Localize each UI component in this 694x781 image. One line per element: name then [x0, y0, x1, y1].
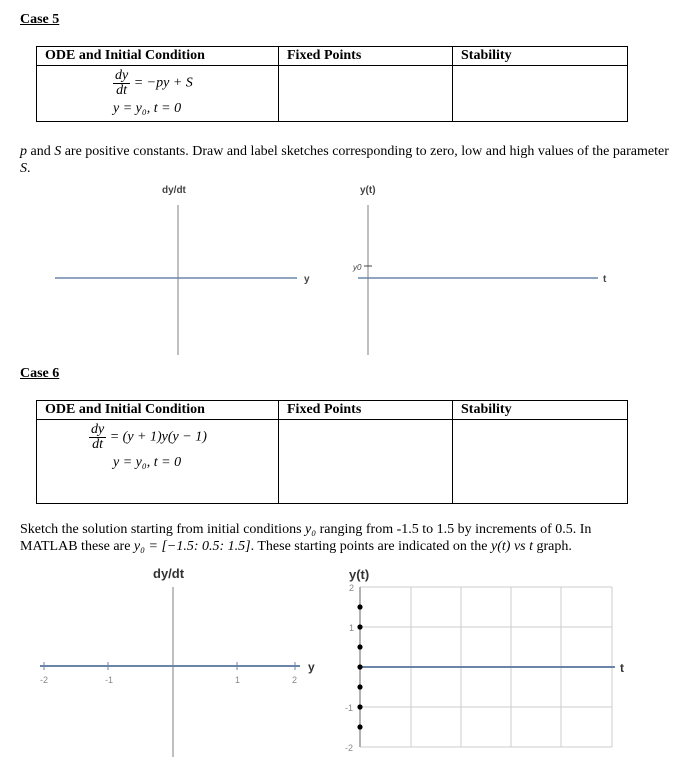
case5-table	[36, 46, 628, 122]
ylabel: dy/dt	[153, 566, 185, 581]
header-ode: ODE and Initial Condition	[37, 47, 279, 66]
ytick-label: -2	[345, 743, 354, 753]
xlabel: t	[603, 274, 607, 285]
y0-label: y0	[353, 263, 362, 272]
header-stability: Stability	[453, 47, 628, 66]
ode-rhs: = (y + 1)y(y − 1)	[109, 429, 207, 445]
case5-phase-plot	[50, 180, 320, 360]
start-point	[357, 684, 362, 689]
stability-cell[interactable]	[453, 66, 628, 122]
start-point	[357, 624, 362, 629]
xtick-label: 2	[292, 675, 298, 685]
case6-paragraph: Sketch the solution starting from initial conditions y₀ ranging from -1.5 to 1.5 by increments of 0.5. In MATLAB these are y₀ = [−1.5: 0.5: 1.5]. These starting points are indicated on the y(t) vs t graph.	[20, 522, 592, 554]
ylabel: dy/dt	[162, 185, 186, 196]
ode-cell	[37, 66, 279, 122]
case5-paragraph: p and S are positive constants. Draw and label sketches corresponding to zero, low and high values of the parameter S.	[20, 144, 669, 176]
ylabel: y(t)	[349, 567, 370, 582]
derivative-fraction: $\frac{dy}{dt}$	[115, 68, 129, 98]
ode-rhs: = −py + S	[133, 75, 193, 91]
start-point	[357, 604, 362, 609]
header-fixed-points: Fixed Points	[279, 401, 453, 420]
start-point	[357, 704, 362, 709]
xlabel: t	[620, 661, 624, 675]
header-ode: ODE and Initial Condition	[37, 401, 279, 420]
xtick-label: -2	[40, 675, 49, 685]
xlabel: y	[304, 274, 310, 285]
case6-solution-plot	[335, 562, 640, 762]
ytick-label: 2	[349, 583, 355, 593]
case5-title: Case 5	[20, 12, 60, 27]
start-point	[357, 724, 362, 729]
start-point	[357, 664, 362, 669]
header-fixed-points: Fixed Points	[279, 47, 453, 66]
case6-table	[36, 400, 628, 504]
ylabel: y(t)	[360, 185, 376, 196]
ode-cell	[37, 420, 279, 504]
fixed-points-cell[interactable]	[279, 420, 453, 504]
ytick-label: -1	[345, 703, 354, 713]
stability-cell[interactable]	[453, 420, 628, 504]
case6-title: Case 6	[20, 366, 60, 381]
case5-solution-plot	[340, 180, 630, 360]
initial-condition: y = y₀, t = 0	[113, 101, 182, 116]
derivative-fraction: $\frac{dy}{dt}$	[91, 422, 105, 452]
ytick-label: 1	[349, 623, 355, 633]
case6-phase-plot	[30, 562, 330, 762]
xlabel: y	[308, 660, 315, 674]
xtick-label: 1	[235, 675, 241, 685]
start-point	[357, 644, 362, 649]
xtick-label: -1	[105, 675, 114, 685]
initial-condition: y = y₀, t = 0	[113, 455, 182, 470]
header-stability: Stability	[453, 401, 628, 420]
fixed-points-cell[interactable]	[279, 66, 453, 122]
